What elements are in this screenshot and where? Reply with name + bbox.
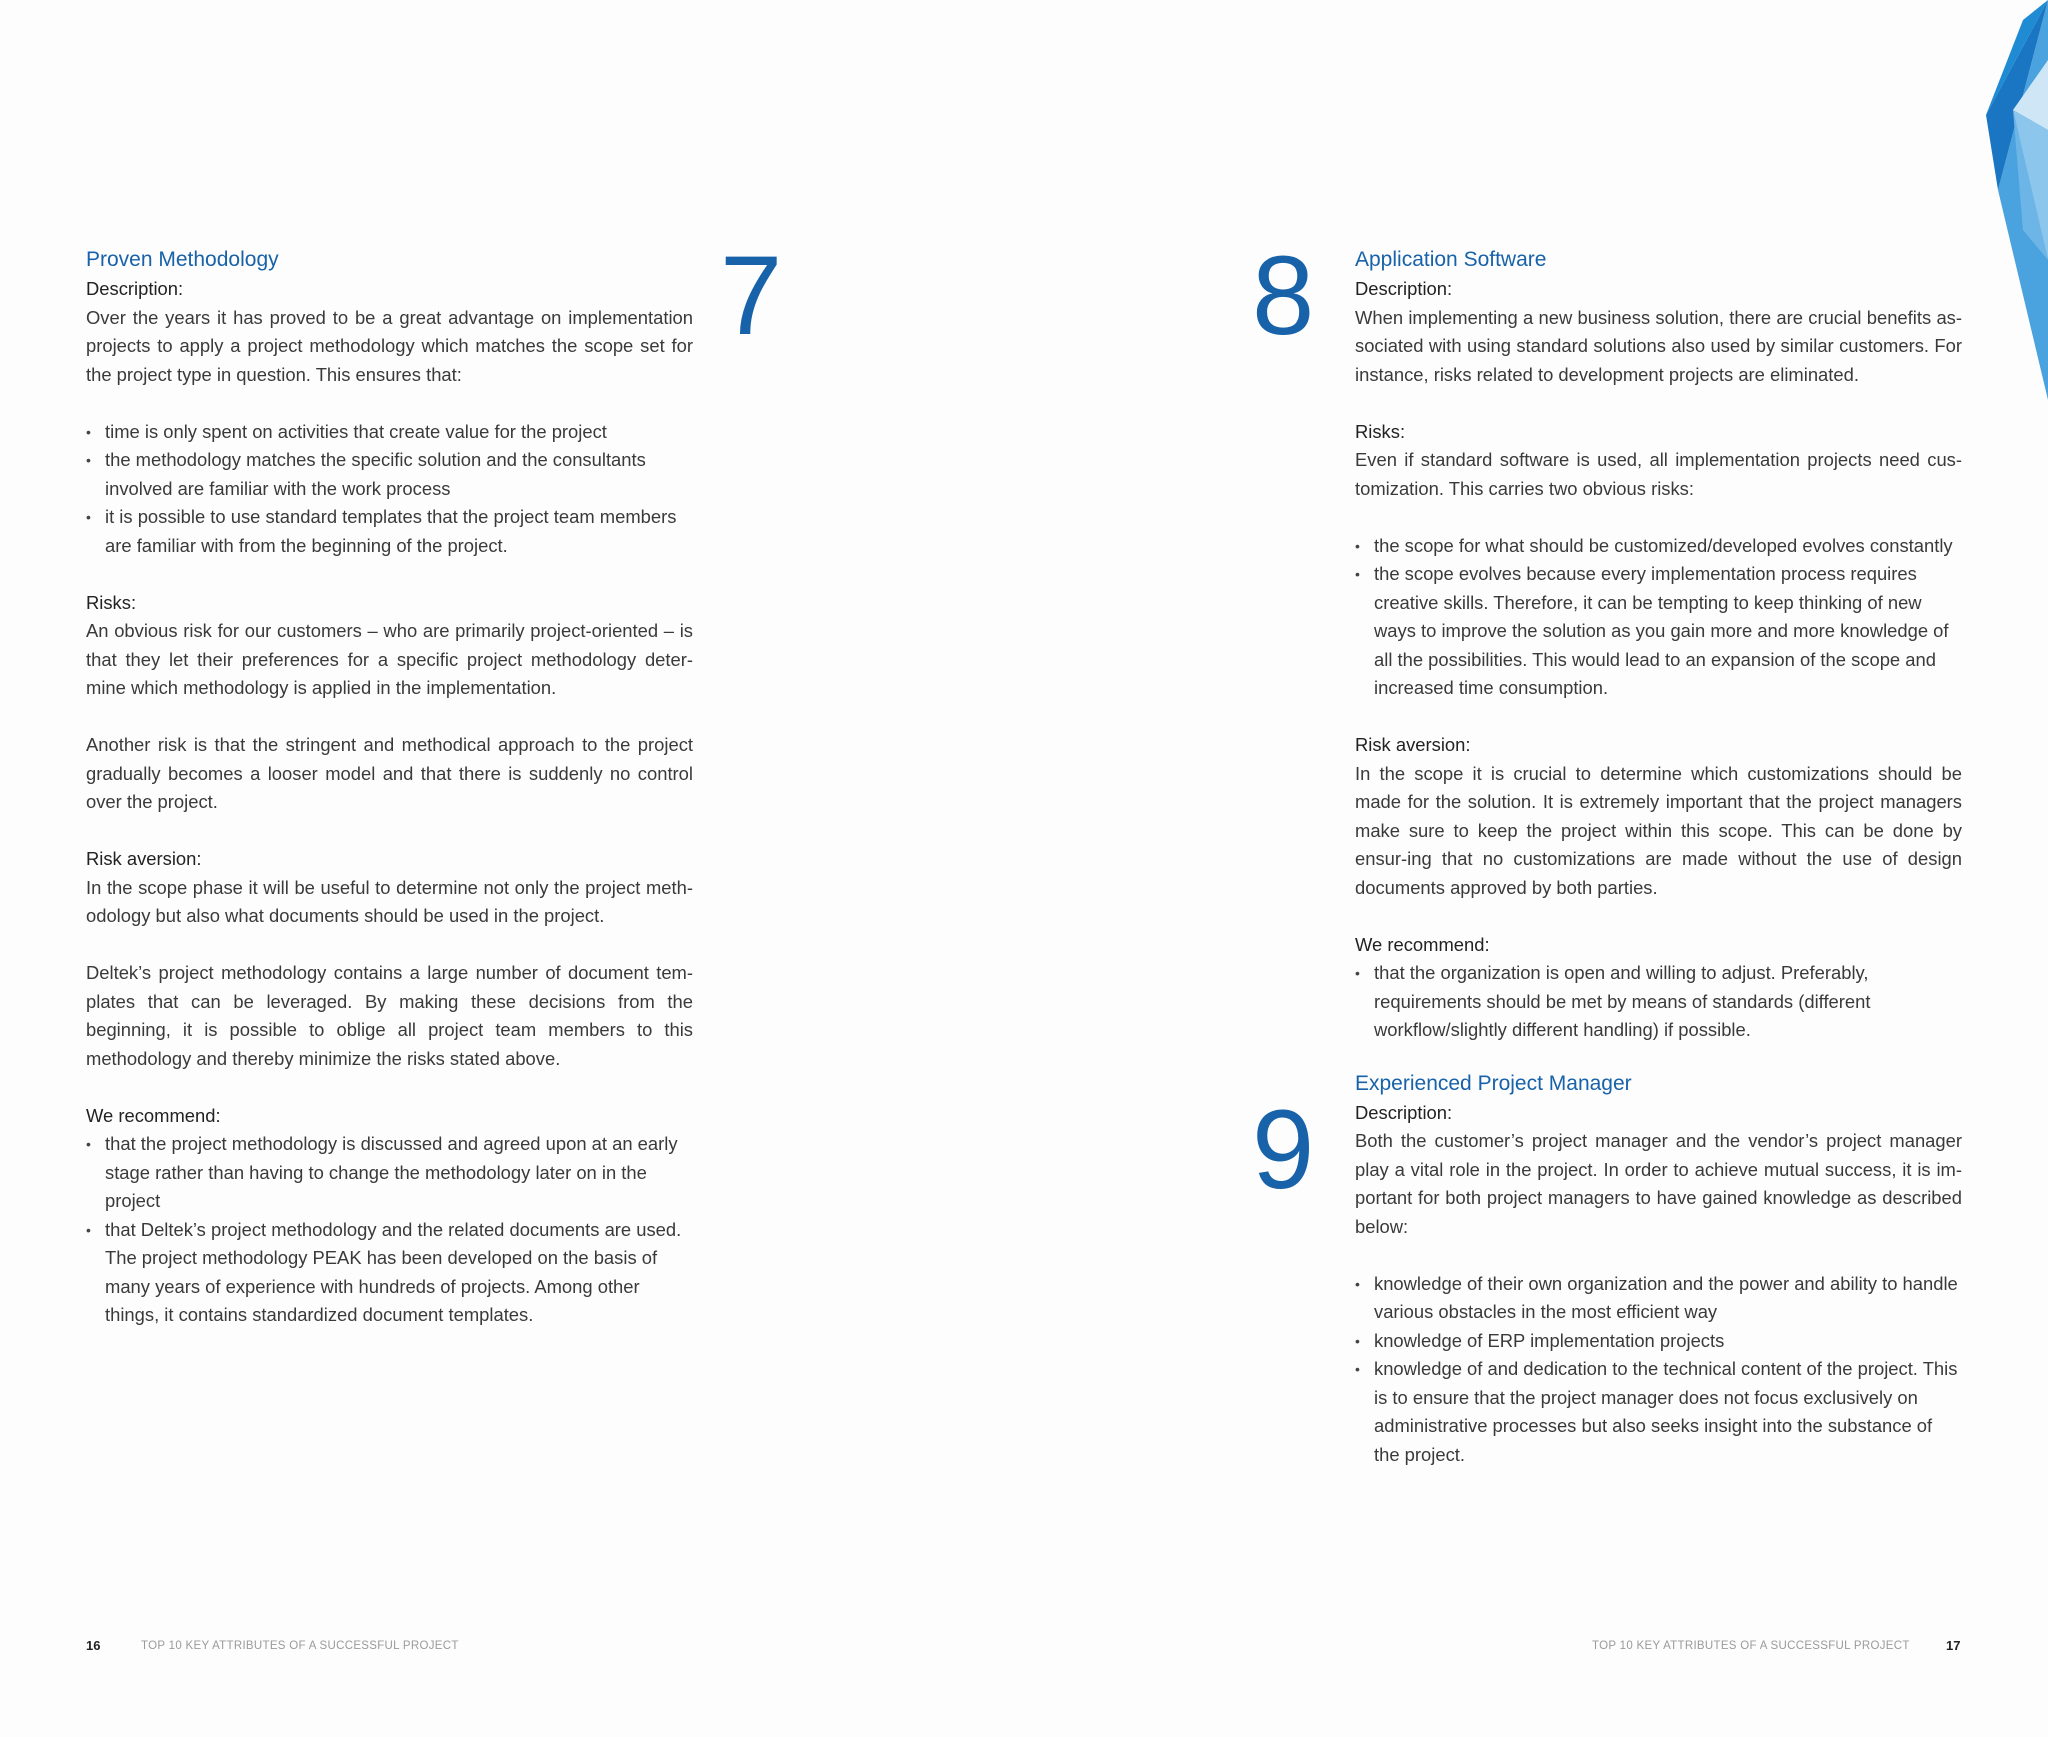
bullet-list [1355, 1270, 1962, 1470]
risks-text: Even if standard software is used, all implementation projects need cus-tomization. This carries two obvious risks: [1355, 449, 1962, 499]
description-text: Both the customer’s project manager and the vendor’s project manager play a vital role in the project. In order to achieve mutual success, it is im-portant for both project managers to have gained knowledge as described below: [1355, 1130, 1962, 1237]
description-label: Description: [1355, 278, 1453, 299]
risks-label: Risks: [86, 591, 137, 613]
section-title: Proven Methodology [86, 248, 279, 271]
risk-aversion-text: In the scope it is crucial to determine which customizations should be made for the solution. It is extremely important that the project managers make sure to keep the project within this scope. This can be done by ensur-ing that no customizations are made without the use of design documents approved by both parties. [1355, 762, 1962, 898]
description-text: When implementing a new business solution, there are crucial benefits as-sociated with using standard solutions also used by similar customers. For instance, risks related to development projects are eliminated. [1355, 306, 1962, 385]
list-item: • the scope evolves because every implementation process requires creative skills. Therefore, it can be tempting to keep thinking of new ways to improve the solution as you gain more and more knowledge of all the possibilities. This would lead to an expansion of the scope and increased time consumption. [1355, 560, 1962, 703]
section-number-9: 9 [1252, 1087, 1315, 1212]
description-label: Description: [1355, 1101, 1453, 1123]
risk-aversion-label: Risk aversion: [86, 848, 202, 869]
list-item: • the scope for what should be customized/developed evolves constantly [1355, 532, 1962, 561]
description-text: Over the years it has proved to be a great advantage on implementation projects to apply a project methodology which matches the scope set for the project type in question. This ensures that: [86, 306, 693, 385]
risk-aversion-text: In the scope phase it will be useful to determine not only the project meth-odology but also what documents should be used in the project. [86, 876, 693, 926]
section-number-8: 8 [1252, 233, 1315, 358]
list-item: • knowledge of their own organization and the power and ability to handle various obstacles in the most efficient way [1355, 1270, 1962, 1327]
section-8-9-column [1355, 245, 1962, 1469]
list-item: • that the organization is open and willing to adjust. Preferably, requirements should be met by means of standards (different workflow/slightly different handling) if possible. [1355, 959, 1962, 1045]
page-number: 16 [86, 1638, 101, 1653]
section-title: Application Software [1355, 248, 1547, 271]
description-label: Description: [86, 278, 184, 299]
list-item: • knowledge of ERP implementation projects [1355, 1327, 1962, 1356]
bullet-list [86, 418, 693, 561]
blue-crystal-corner-graphic [1968, 0, 2048, 400]
recommend-label: We recommend: [86, 1104, 221, 1126]
risks-label: Risks: [1355, 420, 1406, 442]
list-item: • the methodology matches the specific solution and the consultants involved are familiar with the work process [86, 446, 693, 503]
recommend-list [86, 1130, 693, 1330]
footer-title: TOP 10 KEY ATTRIBUTES OF A SUCCESSFUL PROJECT [141, 1640, 459, 1652]
list-item: • that the project methodology is discussed and agreed upon at an early stage rather than having to change the methodology later on in the project [86, 1130, 693, 1216]
section-7-column [86, 245, 693, 1330]
footer-title: TOP 10 KEY ATTRIBUTES OF A SUCCESSFUL PROJECT [1592, 1640, 1910, 1652]
list-item: • knowledge of and dedication to the technical content of the project. This is to ensure that the project manager does not focus exclusively on administrative processes but also seeks insight into the substance of the project. [1355, 1355, 1962, 1469]
list-item: • it is possible to use standard templates that the project team members are familiar with from the beginning of the project. [86, 503, 693, 560]
risk-aversion-label: Risk aversion: [1355, 734, 1471, 755]
list-item: • that Deltek’s project methodology and the related documents are used. The project methodology PEAK has been developed on the basis of many years of experience with hundreds of projects. Among other things, it contains standardized document templates. [86, 1216, 693, 1330]
list-item: • time is only spent on activities that create value for the project [86, 418, 693, 447]
bullet-list [1355, 532, 1962, 703]
risks-text: Another risk is that the stringent and methodical approach to the project gradually becomes a looser model and that there is suddenly no control over the project. [86, 734, 693, 812]
risk-aversion-text: Deltek’s project methodology contains a large number of document tem-plates that can be leveraged. By making these decisions from the beginning, it is possible to oblige all project team members to this methodology and thereby minimize the risks stated above. [86, 962, 693, 1069]
page-number: 17 [1946, 1638, 1961, 1653]
recommend-label: We recommend: [1355, 933, 1490, 955]
section-title: Experienced Project Manager [1355, 1071, 1632, 1095]
recommend-list [1355, 959, 1962, 1045]
risks-text: An obvious risk for our customers – who are primarily project-oriented – is that they let their preferences for a specific project methodology deter-mine which methodology is applied in the implementation. [86, 620, 693, 698]
section-number-7: 7 [720, 233, 783, 358]
